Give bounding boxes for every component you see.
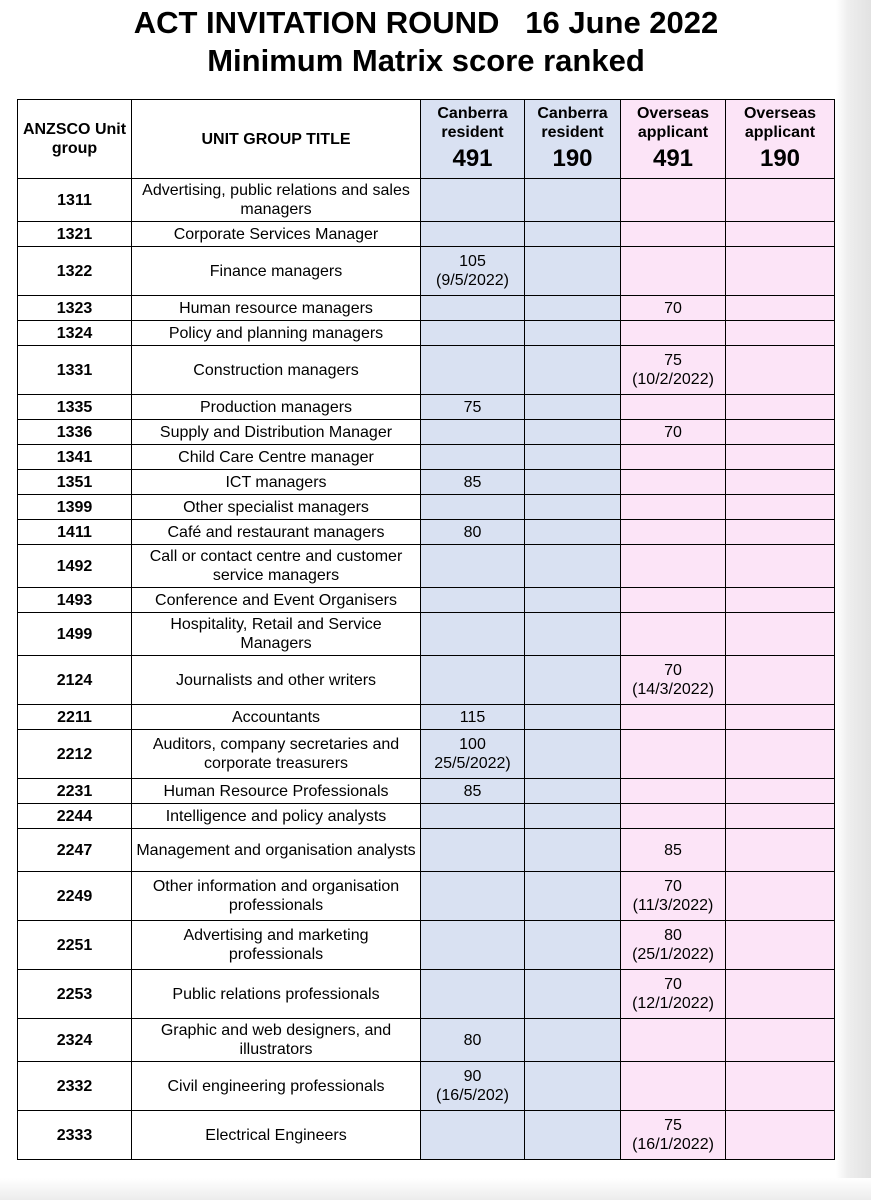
- overseas-190-score-cell: [726, 247, 835, 296]
- header-label: Canberra resident: [537, 105, 608, 141]
- canberra-190-score-cell: [525, 296, 621, 321]
- canberra-190-score-cell: [525, 470, 621, 495]
- unit-group-title-cell: Graphic and web designers, and illustrators: [132, 1019, 421, 1062]
- table-row: [18, 520, 835, 545]
- overseas-190-score-cell: [726, 829, 835, 872]
- table-row: [18, 420, 835, 445]
- canberra-190-score-cell: [525, 730, 621, 779]
- canberra-190-score-cell: [525, 872, 621, 921]
- page-edge-shadow: [836, 0, 871, 1200]
- unit-group-title-cell: Policy and planning managers: [132, 321, 421, 346]
- overseas-491-score-cell: [621, 445, 726, 470]
- canberra-190-score-cell: [525, 420, 621, 445]
- table-row: [18, 613, 835, 656]
- overseas-491-score-cell: [621, 520, 726, 545]
- overseas-491-score-cell: [621, 247, 726, 296]
- canberra-491-score-cell: 100 25/5/2022): [421, 730, 525, 779]
- canberra-190-score-cell: [525, 179, 621, 222]
- unit-group-title-cell: Corporate Services Manager: [132, 222, 421, 247]
- table-row: [18, 445, 835, 470]
- overseas-491-score-cell: [621, 395, 726, 420]
- unit-group-title-cell: Auditors, company secretaries and corporate treasurers: [132, 730, 421, 779]
- header-visa: 491: [452, 145, 493, 172]
- canberra-491-score-cell: [421, 179, 525, 222]
- overseas-190-score-cell: [726, 804, 835, 829]
- table-row: [18, 872, 835, 921]
- canberra-491-score-cell: [421, 656, 525, 705]
- anzsco-code-cell: 2332: [18, 1062, 132, 1111]
- anzsco-code-cell: 1324: [18, 321, 132, 346]
- anzsco-code-cell: 2253: [18, 970, 132, 1019]
- overseas-491-score-cell: [621, 321, 726, 346]
- anzsco-code-cell: 1311: [18, 179, 132, 222]
- canberra-491-score-cell: 75: [421, 395, 525, 420]
- anzsco-code-cell: 1341: [18, 445, 132, 470]
- table-row: [18, 545, 835, 588]
- canberra-190-score-cell: [525, 804, 621, 829]
- canberra-491-score-cell: [421, 495, 525, 520]
- overseas-491-score-cell: [621, 613, 726, 656]
- header-visa: 190: [552, 145, 593, 172]
- overseas-491-score-cell: 70 (14/3/2022): [621, 656, 726, 705]
- table-row: [18, 705, 835, 730]
- canberra-190-score-cell: [525, 1111, 621, 1160]
- unit-group-title-cell: Supply and Distribution Manager: [132, 420, 421, 445]
- table-row: [18, 296, 835, 321]
- overseas-491-score-cell: [621, 804, 726, 829]
- unit-group-title-cell: Advertising and marketing professionals: [132, 921, 421, 970]
- overseas-190-score-cell: [726, 872, 835, 921]
- table-row: [18, 495, 835, 520]
- unit-group-title-cell: Advertising, public relations and sales managers: [132, 179, 421, 222]
- canberra-190-score-cell: [525, 545, 621, 588]
- table-row: [18, 804, 835, 829]
- header-unit-group-title: UNIT GROUP TITLE: [132, 100, 421, 179]
- table-row: [18, 179, 835, 222]
- matrix-score-table: [17, 99, 835, 1160]
- header-overseas-491: [621, 100, 726, 179]
- unit-group-title-cell: Child Care Centre manager: [132, 445, 421, 470]
- table-row: [18, 970, 835, 1019]
- overseas-491-score-cell: 70 (12/1/2022): [621, 970, 726, 1019]
- table-row: [18, 588, 835, 613]
- unit-group-title-cell: Civil engineering professionals: [132, 1062, 421, 1111]
- table-row: [18, 1111, 835, 1160]
- anzsco-code-cell: 1321: [18, 222, 132, 247]
- anzsco-code-cell: 2124: [18, 656, 132, 705]
- anzsco-code-cell: 1323: [18, 296, 132, 321]
- canberra-491-score-cell: [421, 921, 525, 970]
- canberra-190-score-cell: [525, 520, 621, 545]
- overseas-491-score-cell: [621, 588, 726, 613]
- overseas-491-score-cell: 70 (11/3/2022): [621, 872, 726, 921]
- table-row: [18, 730, 835, 779]
- table-row: [18, 222, 835, 247]
- page-bottom-shadow: [0, 1178, 871, 1200]
- canberra-491-score-cell: 80: [421, 1019, 525, 1062]
- canberra-190-score-cell: [525, 445, 621, 470]
- anzsco-code-cell: 2324: [18, 1019, 132, 1062]
- canberra-491-score-cell: [421, 613, 525, 656]
- anzsco-code-cell: 1322: [18, 247, 132, 296]
- canberra-190-score-cell: [525, 346, 621, 395]
- overseas-491-score-cell: 70: [621, 420, 726, 445]
- canberra-491-score-cell: [421, 296, 525, 321]
- canberra-491-score-cell: 105 (9/5/2022): [421, 247, 525, 296]
- overseas-190-score-cell: [726, 346, 835, 395]
- overseas-491-score-cell: [621, 179, 726, 222]
- overseas-491-score-cell: [621, 495, 726, 520]
- overseas-491-score-cell: 75 (10/2/2022): [621, 346, 726, 395]
- unit-group-title-cell: Journalists and other writers: [132, 656, 421, 705]
- overseas-190-score-cell: [726, 296, 835, 321]
- overseas-190-score-cell: [726, 613, 835, 656]
- canberra-190-score-cell: [525, 321, 621, 346]
- canberra-491-score-cell: [421, 321, 525, 346]
- canberra-491-score-cell: [421, 588, 525, 613]
- table-row: [18, 829, 835, 872]
- canberra-491-score-cell: [421, 804, 525, 829]
- anzsco-code-cell: 1499: [18, 613, 132, 656]
- overseas-190-score-cell: [726, 970, 835, 1019]
- overseas-190-score-cell: [726, 1019, 835, 1062]
- overseas-190-score-cell: [726, 321, 835, 346]
- canberra-190-score-cell: [525, 921, 621, 970]
- table-row: [18, 470, 835, 495]
- anzsco-code-cell: 2211: [18, 705, 132, 730]
- overseas-491-score-cell: [621, 470, 726, 495]
- overseas-190-score-cell: [726, 179, 835, 222]
- overseas-491-score-cell: [621, 545, 726, 588]
- unit-group-title-cell: Human resource managers: [132, 296, 421, 321]
- canberra-190-score-cell: [525, 1019, 621, 1062]
- table-row: [18, 779, 835, 804]
- table-row: [18, 346, 835, 395]
- overseas-190-score-cell: [726, 1111, 835, 1160]
- table-row: [18, 395, 835, 420]
- overseas-491-score-cell: 85: [621, 829, 726, 872]
- canberra-190-score-cell: [525, 495, 621, 520]
- overseas-190-score-cell: [726, 520, 835, 545]
- canberra-190-score-cell: [525, 1062, 621, 1111]
- canberra-190-score-cell: [525, 588, 621, 613]
- header-overseas-190: [726, 100, 835, 179]
- anzsco-code-cell: 1492: [18, 545, 132, 588]
- anzsco-code-cell: 2251: [18, 921, 132, 970]
- table-row: [18, 247, 835, 296]
- anzsco-code-cell: 1351: [18, 470, 132, 495]
- canberra-491-score-cell: [421, 1111, 525, 1160]
- overseas-190-score-cell: [726, 779, 835, 804]
- canberra-491-score-cell: [421, 445, 525, 470]
- anzsco-code-cell: 1399: [18, 495, 132, 520]
- unit-group-title-cell: Conference and Event Organisers: [132, 588, 421, 613]
- canberra-491-score-cell: [421, 970, 525, 1019]
- canberra-190-score-cell: [525, 970, 621, 1019]
- page-title: [0, 4, 852, 80]
- overseas-491-score-cell: [621, 730, 726, 779]
- canberra-491-score-cell: 115: [421, 705, 525, 730]
- overseas-190-score-cell: [726, 545, 835, 588]
- unit-group-title-cell: Call or contact centre and customer service managers: [132, 545, 421, 588]
- canberra-491-score-cell: [421, 872, 525, 921]
- header-label: Canberra resident: [437, 105, 508, 141]
- unit-group-title-cell: Finance managers: [132, 247, 421, 296]
- unit-group-title-cell: ICT managers: [132, 470, 421, 495]
- overseas-190-score-cell: [726, 495, 835, 520]
- anzsco-code-cell: 2244: [18, 804, 132, 829]
- canberra-491-score-cell: [421, 420, 525, 445]
- overseas-190-score-cell: [726, 656, 835, 705]
- overseas-491-score-cell: [621, 1062, 726, 1111]
- anzsco-code-cell: 1493: [18, 588, 132, 613]
- canberra-190-score-cell: [525, 779, 621, 804]
- unit-group-title-cell: Human Resource Professionals: [132, 779, 421, 804]
- anzsco-code-cell: 2212: [18, 730, 132, 779]
- anzsco-code-cell: 2231: [18, 779, 132, 804]
- anzsco-code-cell: 1335: [18, 395, 132, 420]
- overseas-190-score-cell: [726, 588, 835, 613]
- canberra-491-score-cell: [421, 545, 525, 588]
- overseas-190-score-cell: [726, 445, 835, 470]
- canberra-190-score-cell: [525, 222, 621, 247]
- header-anzsco: ANZSCO Unit group: [18, 100, 132, 179]
- unit-group-title-cell: Production managers: [132, 395, 421, 420]
- canberra-491-score-cell: 80: [421, 520, 525, 545]
- overseas-491-score-cell: 75 (16/1/2022): [621, 1111, 726, 1160]
- anzsco-code-cell: 1411: [18, 520, 132, 545]
- anzsco-code-cell: 1331: [18, 346, 132, 395]
- unit-group-title-cell: Accountants: [132, 705, 421, 730]
- title-line-2: Minimum Matrix score ranked: [207, 43, 645, 78]
- canberra-190-score-cell: [525, 247, 621, 296]
- header-visa: 190: [759, 145, 801, 172]
- canberra-190-score-cell: [525, 705, 621, 730]
- table-row: [18, 921, 835, 970]
- overseas-190-score-cell: [726, 730, 835, 779]
- header-visa: 491: [652, 145, 694, 172]
- title-line-1: ACT INVITATION ROUND 16 June 2022: [133, 5, 719, 40]
- canberra-491-score-cell: [421, 346, 525, 395]
- anzsco-code-cell: 2247: [18, 829, 132, 872]
- header-canberra-491: [421, 100, 525, 179]
- overseas-491-score-cell: [621, 705, 726, 730]
- header-label: Overseas applicant: [636, 105, 710, 141]
- unit-group-title-cell: Intelligence and policy analysts: [132, 804, 421, 829]
- unit-group-title-cell: Other information and organisation professionals: [132, 872, 421, 921]
- overseas-190-score-cell: [726, 222, 835, 247]
- anzsco-code-cell: 1336: [18, 420, 132, 445]
- canberra-491-score-cell: 85: [421, 470, 525, 495]
- overseas-491-score-cell: 70: [621, 296, 726, 321]
- canberra-491-score-cell: 90 (16/5/202): [421, 1062, 525, 1111]
- canberra-491-score-cell: [421, 829, 525, 872]
- unit-group-title-cell: Construction managers: [132, 346, 421, 395]
- table-row: [18, 656, 835, 705]
- header-label: Overseas applicant: [743, 105, 817, 141]
- overseas-190-score-cell: [726, 395, 835, 420]
- canberra-190-score-cell: [525, 656, 621, 705]
- overseas-190-score-cell: [726, 921, 835, 970]
- unit-group-title-cell: Electrical Engineers: [132, 1111, 421, 1160]
- overseas-190-score-cell: [726, 420, 835, 445]
- unit-group-title-cell: Public relations professionals: [132, 970, 421, 1019]
- unit-group-title-cell: Café and restaurant managers: [132, 520, 421, 545]
- anzsco-code-cell: 2333: [18, 1111, 132, 1160]
- overseas-491-score-cell: [621, 779, 726, 804]
- table-body: [18, 179, 835, 1160]
- unit-group-title-cell: Other specialist managers: [132, 495, 421, 520]
- overseas-491-score-cell: [621, 222, 726, 247]
- unit-group-title-cell: Management and organisation analysts: [132, 829, 421, 872]
- canberra-190-score-cell: [525, 829, 621, 872]
- header-row: [18, 100, 835, 179]
- canberra-491-score-cell: 85: [421, 779, 525, 804]
- overseas-190-score-cell: [726, 470, 835, 495]
- table-row: [18, 1062, 835, 1111]
- table-row: [18, 321, 835, 346]
- unit-group-title-cell: Hospitality, Retail and Service Managers: [132, 613, 421, 656]
- overseas-491-score-cell: 80 (25/1/2022): [621, 921, 726, 970]
- canberra-190-score-cell: [525, 395, 621, 420]
- anzsco-code-cell: 2249: [18, 872, 132, 921]
- overseas-190-score-cell: [726, 705, 835, 730]
- overseas-491-score-cell: [621, 1019, 726, 1062]
- canberra-491-score-cell: [421, 222, 525, 247]
- header-canberra-190: [525, 100, 621, 179]
- canberra-190-score-cell: [525, 613, 621, 656]
- overseas-190-score-cell: [726, 1062, 835, 1111]
- table-row: [18, 1019, 835, 1062]
